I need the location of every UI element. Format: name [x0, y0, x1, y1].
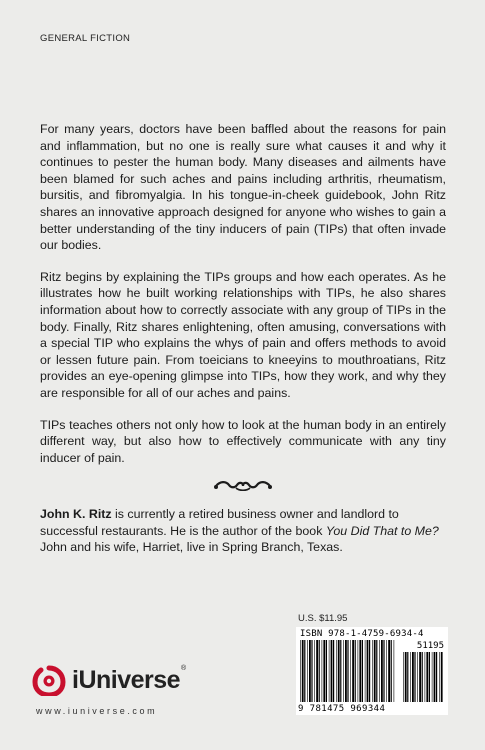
blurb-paragraph-3: TIPs teaches others not only how to look at the human body in an entirely different way, but also how to effectively communicate with any tiny inducer of pain.: [40, 417, 446, 465]
price-code: 51195: [416, 641, 444, 651]
blurb-text: [40, 121, 446, 481]
isbn-number: ISBN 978-1-4759-6934-4: [300, 629, 424, 639]
isbn-barcode: [296, 627, 448, 715]
ean-digits: 9 781475 969344: [298, 704, 386, 714]
book-title: You Did That to Me?: [325, 523, 439, 538]
barcode-addon-bars: [403, 652, 444, 702]
ornament-flourish-icon: [212, 479, 274, 493]
author-bio: [40, 506, 446, 556]
publisher-logo: [32, 662, 202, 698]
genre-label: GENERAL FICTION: [40, 33, 131, 44]
bio-text-part-2: John and his wife, Harriet, live in Spring Branch, Texas.: [40, 540, 343, 555]
barcode-main-bars: [300, 640, 396, 702]
iuniverse-logo-icon: [32, 664, 66, 696]
blurb-paragraph-1: For many years, doctors have been baffled about the reasons for pain and inflammation, but no one is really sure what causes it and why it continues to pester the human body. Many diseases and ailments have been blamed for such aches and pains including arthritis, rheumatism, bursitis, and fibromyalgia. In his tongue-in-cheek guidebook, John Ritz shares an innovative approach designed for anyone who wishes to gain a better understanding of the tiny inducers of pain (TIPs) that often invade our bodies.: [40, 122, 446, 253]
publisher-name: iUniverse: [72, 666, 181, 694]
bio-text-part-1: is currently a retired business owner and landlord to successful restaurants. He is the author of the book: [40, 507, 399, 538]
publisher-url: www.iuniverse.com: [36, 706, 158, 716]
author-name: John K. Ritz: [40, 507, 112, 521]
blurb-paragraph-2: Ritz begins by explaining the TIPs groups and how each operates. As he illustrates how he built working relationships with TIPs, he also shares information about how to correctly associate with any group of TIPs in the body. Finally, Ritz shares enlightening, often amusing, conversations with a special TIP who explains the whys of pain and offers methods to avoid or lessen future pain. From toeicians to kneeyins to mouthroatians, Ritz provides an eye-opening glimpse into TIPs, how they work, and why they are responsible for all of our aches and pains.: [40, 269, 446, 400]
price-label: U.S. $11.95: [298, 613, 348, 624]
registered-mark: ®: [181, 665, 187, 672]
